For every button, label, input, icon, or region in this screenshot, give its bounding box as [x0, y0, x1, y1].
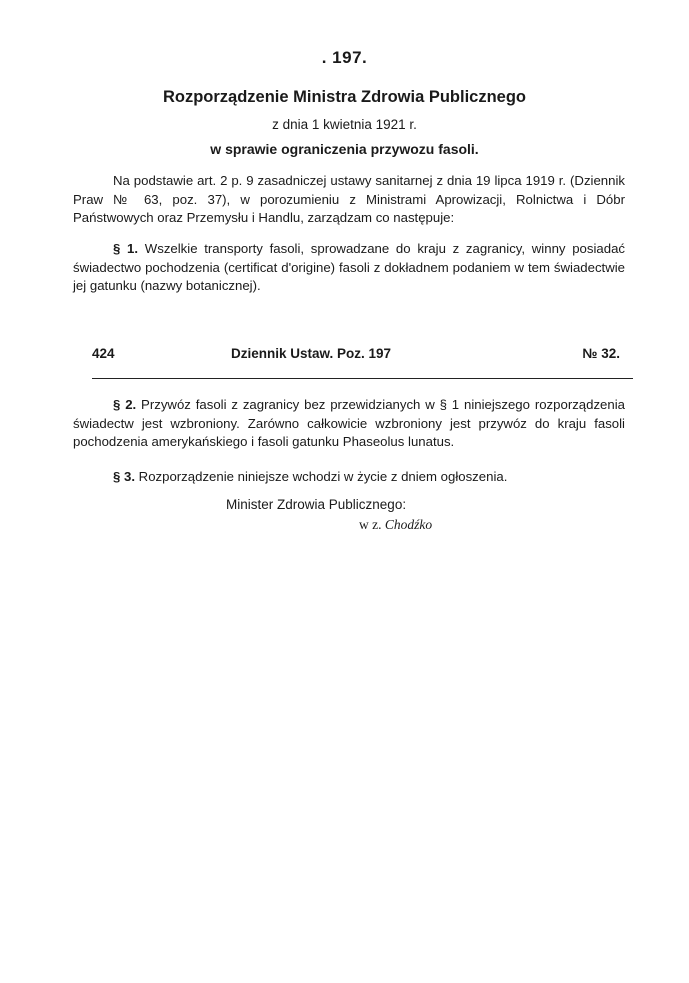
section-3-paragraph: [73, 468, 625, 487]
header-rule: [92, 378, 633, 379]
section-1-text: Wszelkie transporty fasoli, sprowadzane do kraju z zagranicy, winny posiadać świadectwo pochodzenia (certificat d'origine) fasoli z dokładnem podaniem w tem świadectwie jej gatunku (nazwy botanicznej).: [73, 241, 626, 293]
journal-reference: Dziennik Ustaw. Poz. 197: [231, 346, 392, 361]
section-2-mark: § 2.: [113, 397, 137, 412]
signatory-name: Chodźko: [384, 517, 433, 532]
act-number: . 197.: [321, 48, 368, 67]
act-subject: w sprawie ograniczenia przywozu fasoli.: [210, 141, 479, 157]
section-3-text: Rozporządzenie niniejsze wchodzi w życie z dniem ogłoszenia.: [138, 469, 508, 484]
issue-number: № 32.: [582, 346, 620, 361]
section-2-text: Przywóz fasoli z zagranicy bez przewidzianych w § 1 niniejszego rozporządzenia świadectw jest wzbroniony. Zarówno całkowicie wzbroniony jest przywóz do kraju fasoli pochodzenia amerykańskiego i fasoli gatunku Phaseolus lunatus.: [73, 397, 625, 449]
running-head: [92, 346, 620, 366]
signatory-prefix: w z.: [359, 517, 382, 532]
signatory-title: Minister Zdrowia Publicznego:: [226, 497, 407, 512]
section-1-mark: § 1.: [113, 241, 139, 256]
act-date: z dnia 1 kwietnia 1921 r.: [272, 117, 417, 132]
section-3-mark: § 3.: [113, 469, 135, 484]
preamble-paragraph: Na podstawie art. 2 p. 9 zasadniczej ustawy sanitarnej z dnia 19 lipca 1919 r. (Dziennik Praw № 63, poz. 37), w porozumieniu z Ministrami Aprowizacji, Rolnictwa i Dóbr Państwowych oraz Przemysłu i Handlu, zarządzam co następuje:: [73, 173, 625, 225]
page-number: 424: [92, 346, 115, 361]
section-1-paragraph: [73, 240, 625, 296]
section-2-paragraph: [73, 396, 625, 452]
signatory-line: [359, 517, 432, 533]
act-title: Rozporządzenie Ministra Zdrowia Publicznego: [162, 88, 527, 106]
